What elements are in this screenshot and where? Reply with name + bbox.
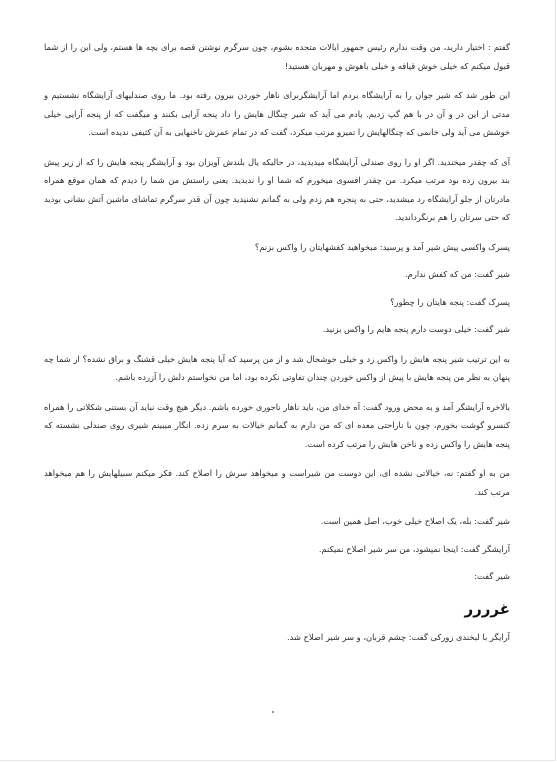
paragraph: من به او گفتم: نه، خیالاتی نشده ای، این دوست من شیراست و میخواهد سرش را اصلاح کند. فکر میکنم سبیلهایش را هم میخواهد مرتب کند.	[44, 468, 510, 497]
paragraph: پسرک واکسی پیش شیر آمد و پرسید: میخواهید کفشهایتان را واکس بزنم؟	[254, 241, 510, 252]
page-marker-dot	[272, 711, 274, 713]
paragraph: آی که چقدر میخندید. اگر او را روی صندلی آرایشگاه میدیدید، در حالیکه یال بلندش آویزان بود و آرایشگر پنجه هایش را که از زیر پیش بند بیرون زده بود مرتب میکرد. من چقدر افسوی میخورم که شما او را ندیدید. یعنی راستش من شما را دیدم که همان موقع همراه مادرتان از جلو آرایشگاه رد میشدید، حتی به پنجره هم زدم ولی به گمانم نشنیدید چون آن قدر سرگرم تماشای ماشین آتش نشانی بودید که حتی سرتان را هم برنگرداندید.	[44, 156, 510, 222]
paragraph: پسرک گفت: پنجه هایتان را چطور؟	[390, 296, 510, 307]
paragraph: شیر گفت: بله، یک اصلاح خیلی خوب، اصل همین است.	[320, 516, 510, 526]
paragraph: گفتم : اختیار دارید، من وقت ندارم رئیس جمهور ایالات متحده بشوم، چون سرگرم نوشتن قصه برای بچه ها هستم، ولی این را از شما قبول میکنم که خیلی خوش قیافه و خیلی باهوش و مهربان هستید!	[44, 42, 510, 71]
paragraph: این طور شد که شیر جوان را به آرایشگاه بردم اما آرایشگربرای ناهار خوردن بیرون رفته بود. ما روی صندلیهای آرایشگاه نشستیم و مدتی از این در و آن در با هم گپ زدیم. یادم می آید که شیر چنگال هایش را داد پنجه آرایی بکنند و میگفت که از پنجه آرایی خیلی خوشش می آید ولی خانمی که چنگالهایش را تمیزو مرتب میکرد، گفت که در تمام عمرش ناخنهایی به آن کثیفی ندیده است.	[44, 90, 510, 137]
paragraph: شیر گفت: من که کفش ندارم.	[405, 269, 510, 279]
document-body	[44, 38, 510, 657]
paragraph: بالاخره آرایشگر آمد و به محض ورود گفت: آه خدای من، باید ناهار ناجوری خورده باشم. دیگر هیچ وقت نباید آن بستنی شکلاتی را همراه کنسرو گوشت بخورم، چون با ناراحتی معده ای که من دارم به گمانم خیالات به سرم زده. انگار میبینم شیری روی صندلی نشسته که پنجه هایش را واکس زده و ناخن هایش را مرتب کرده است.	[44, 401, 510, 449]
roar-heading: غرررر	[464, 599, 510, 618]
paragraph: شیر گفت: خیلی دوست دارم پنجه هایم را واکس بزنید.	[322, 324, 510, 334]
paragraph: شیر گفت:	[474, 571, 510, 581]
closing-paragraph: آرایگر با لبخندی زورکی گفت: چشم قربان، و سر شیر اصلاح شد.	[286, 631, 510, 642]
paragraph: آرایشگر گفت: اینجا نمیشود، من سر شیر اصلاح نمیکنم.	[318, 543, 510, 554]
paragraph: به این ترتیب شیر پنجه هایش را واکس زد و خیلی خوشحال شد و از من پرسید که آیا پنجه هایش خیلی قشنگ و براق نشده؟ از شما چه پنهان به نظر من پنجه هایش با پیش از واکس خوردن چندان تفاوتی نکرده بود، اما من نخواستم دلش را آزرده باشم.	[44, 353, 510, 382]
